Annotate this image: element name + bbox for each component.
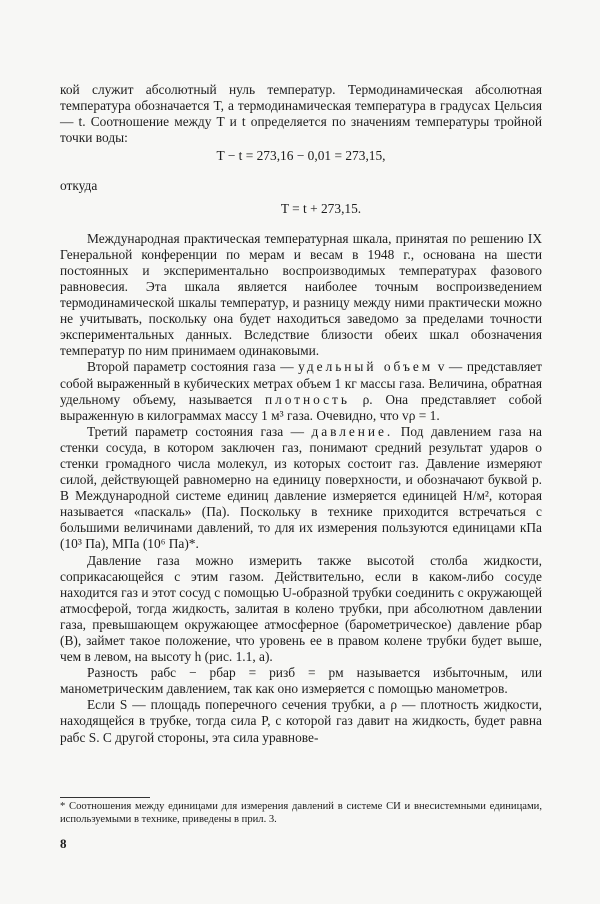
p3-part-b: v — представляет собой выраженный в кубических метрах объем 1 кг массы газа. Величина, обратная удельному объему, называется bbox=[60, 359, 542, 407]
p4-term-pressure: давление. bbox=[311, 423, 394, 439]
footnote: * Соотношения между единицами для измерения давлений в системе СИ и внесистемными единицами, используемыми в технике, приведены в прил. 3. bbox=[60, 801, 542, 825]
paragraph-7: Если S — площадь поперечного сечения трубки, а ρ — плотность жидкости, находящейся в трубке, тогда сила P, с которой газ давит на жидкость, будет равна pабс S. С другой стороны, эта сила уравнове- bbox=[60, 697, 542, 745]
p3-part-a: Второй параметр состояния газа — bbox=[87, 359, 294, 375]
text-otkuda: откуда bbox=[60, 178, 98, 194]
page-number: 8 bbox=[60, 836, 67, 851]
paragraph-1: кой служит абсолютный нуль температур. Термодинамическая абсолютная температура обозначается T, а термодинамическая температура в градусах Цельсия — t. Соотношение между T и t определяется по значениям температуры тройной точки воды: bbox=[60, 82, 542, 146]
p3-term-density: плотность bbox=[265, 391, 350, 407]
paragraph-4 bbox=[60, 424, 542, 553]
equation-1: T − t = 273,16 − 0,01 = 273,15, bbox=[216, 148, 386, 164]
p4-part-a: Третий параметр состояния газа — bbox=[87, 423, 305, 439]
page-body bbox=[60, 82, 542, 746]
paragraph-3 bbox=[60, 359, 542, 423]
footnote-divider bbox=[60, 797, 150, 798]
paragraph-6: Разность pабс − pбар = pизб = pм называется избыточным, или манометрическим давлением, так как оно измеряется с помощью манометров. bbox=[60, 665, 542, 697]
p3-term-specific-volume: удельный объем bbox=[298, 359, 434, 375]
p3-part-c: ρ. Она представляет собой выраженную в килограммах массу 1 м³ газа. Очевидно, что vρ = 1. bbox=[60, 391, 542, 423]
paragraph-2: Международная практическая температурная шкала, принятая по решению IX Генеральной конференции по мерам и весам в 1948 г., основана на шести постоянных и экспериментально воспроизводимых температурах фазового равновесия. Эта шкала является наиболее точным воспроизведением термодинамической шкалы температур, и разницу между ними практически можно не учитывать, поскольку она будет находиться заведомо за пределами точности экспериментальных данных. Вследствие близости обеих шкал обозначения температур по ним принимаем одинаковыми. bbox=[60, 230, 542, 359]
paragraph-5: Давление газа можно измерить также высотой столба жидкости, соприкасающейся с этим газом. Действительно, если в каком-либо сосуде находится газ и этот сосуд с помощью U-образной трубки соединить с окружающей атмосферой, тогда жидкость, залитая в колено трубки, при абсолютном давлении газа, превышающем окружающее атмосферное (барометрическое) давление pбар (B), займет такое положение, что уровень ее в правом колене трубки будет выше, чем в левом, на высоту h (рис. 1.1, а). bbox=[60, 552, 542, 665]
p4-part-b: Под давлением газа на стенки сосуда, в котором заключен газ, понимают средний результат ударов о стенки громадного числа молекул, из которых состоит газ. Давление измеряют силой, действующей равномерно на единицу поверхности, и обозначают буквой p. В Международной системе единиц давление измеряется единицей Н/м², которая называется «паскаль» (Па). Поскольку в технике приходится встречаться с большими величинами давлений, то для их измерения пользуются единицами кПа (10³ Па), МПа (10⁶ Па)*. bbox=[60, 423, 542, 552]
equation-2: T = t + 273,15. bbox=[280, 200, 362, 216]
